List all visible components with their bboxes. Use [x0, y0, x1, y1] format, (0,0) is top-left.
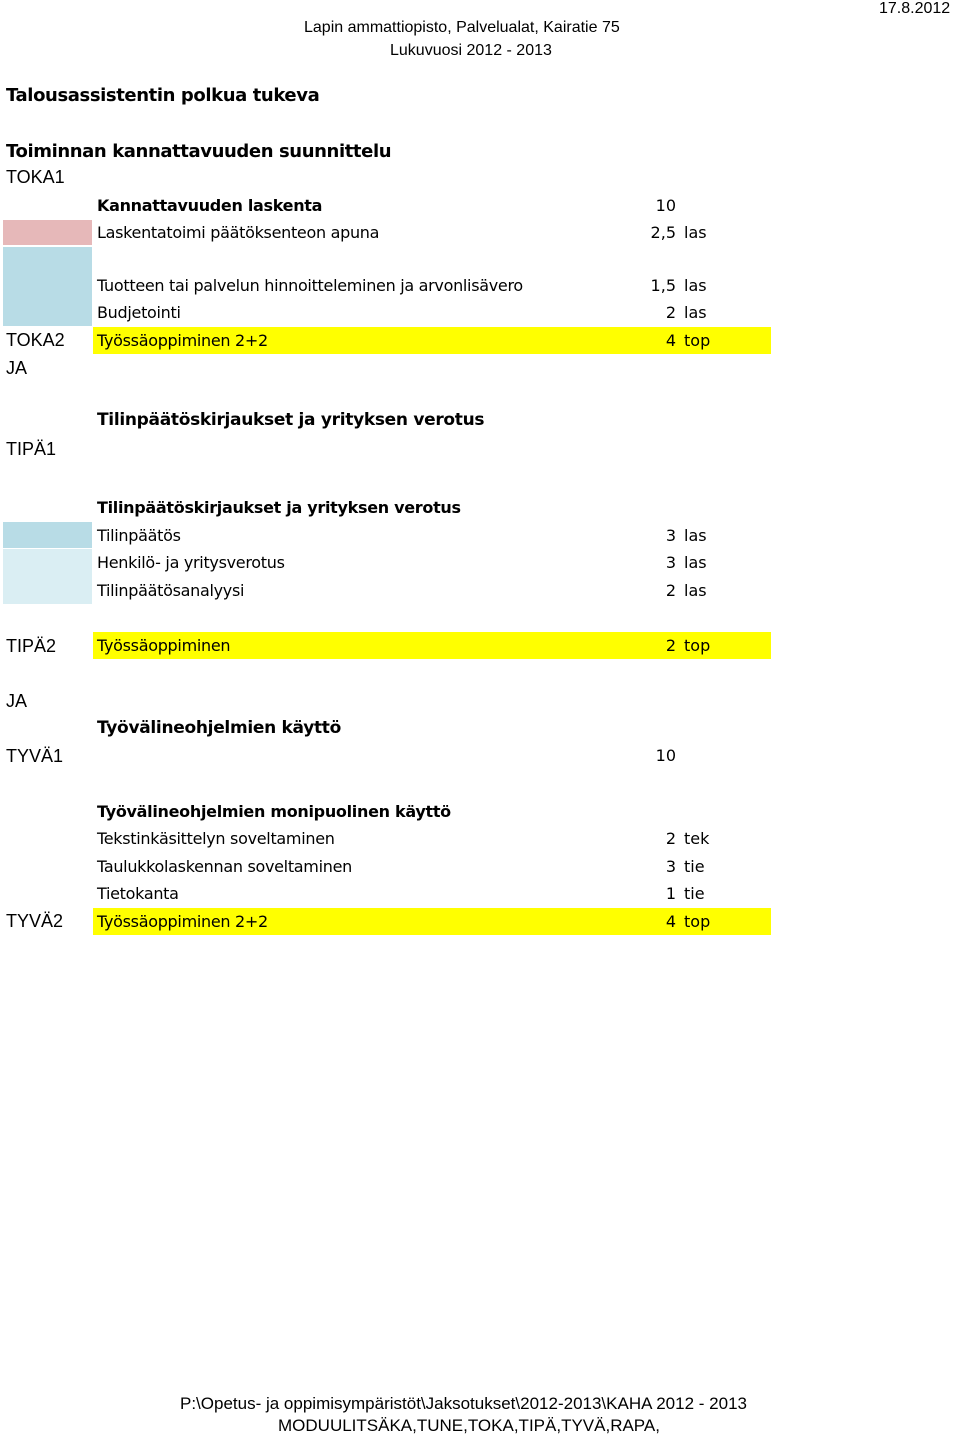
- block3-heading-value: 10: [655, 746, 676, 765]
- institution-header: Lapin ammattiopisto, Palvelualat, Kairatie 75: [304, 19, 620, 36]
- list-item-unit: las: [684, 526, 707, 545]
- list-item-value: 1,5: [650, 276, 676, 295]
- list-item-unit: las: [684, 276, 707, 295]
- block2-heading: Tilinpäätöskirjaukset ja yrityksen verotus: [97, 410, 485, 430]
- list-item-value: 4: [665, 912, 676, 931]
- code-tyva1: TYVÄ1: [6, 746, 64, 766]
- list-item-value: 2: [665, 636, 676, 655]
- blue-swatch: [3, 247, 92, 326]
- list-item-unit: las: [684, 223, 707, 242]
- list-item-label: Taulukkolaskennan soveltaminen: [97, 857, 352, 876]
- list-item-value: 3: [665, 526, 676, 545]
- list-item-label: Työssäoppiminen 2+2: [97, 912, 268, 931]
- code-tyva2: TYVÄ2: [6, 911, 64, 931]
- list-item-unit: top: [684, 331, 711, 350]
- code-toka2: TOKA2: [6, 330, 65, 350]
- list-item-value: 2: [665, 829, 676, 848]
- footer-modules: MODUULITSÄKA,TUNE,TOKA,TIPÄ,TYVÄ,RAPA,: [278, 1416, 660, 1435]
- code-ja-2: JA: [6, 691, 28, 711]
- code-toka1: TOKA1: [6, 167, 65, 187]
- block3-heading: Työvälineohjelmien käyttö: [97, 718, 342, 738]
- list-item-value: 2: [665, 303, 676, 322]
- list-item-label: Tilinpäätös: [97, 526, 181, 545]
- pink-swatch: [3, 220, 92, 245]
- list-item-unit: tie: [684, 857, 705, 876]
- block3-subheading: Työvälineohjelmien monipuolinen käyttö: [97, 802, 451, 821]
- list-item-value: 4: [665, 331, 676, 350]
- list-item-label: Tilinpäätösanalyysi: [97, 581, 245, 600]
- code-ja-1: JA: [6, 358, 28, 378]
- list-item-label: Budjetointi: [97, 303, 181, 322]
- block2-subheading: Tilinpäätöskirjaukset ja yrityksen verotus: [97, 498, 461, 517]
- code-tipa1: TIPÄ1: [6, 439, 57, 459]
- list-item-unit: tie: [684, 884, 705, 903]
- code-tipa2: TIPÄ2: [6, 636, 57, 656]
- list-item-unit: las: [684, 303, 707, 322]
- list-item-value: 3: [665, 553, 676, 572]
- academic-year: Lukuvuosi 2012 - 2013: [390, 42, 552, 59]
- list-item-unit: tek: [684, 829, 710, 848]
- list-item-value: 1: [665, 884, 676, 903]
- list-item-value: 2,5: [650, 223, 676, 242]
- list-item-value: 2: [665, 581, 676, 600]
- list-item-unit: top: [684, 912, 711, 931]
- list-item-label: Laskentatoimi päätöksenteon apuna: [97, 223, 380, 242]
- list-item-unit: top: [684, 636, 711, 655]
- block1-heading: Kannattavuuden laskenta: [97, 196, 323, 215]
- list-item-label: Tekstinkäsittelyn soveltaminen: [97, 829, 335, 848]
- list-item-label: Tietokanta: [97, 884, 179, 903]
- document-date: 17.8.2012: [879, 0, 951, 17]
- footer-path: P:\Opetus- ja oppimisympäristöt\Jaksotukset\2012-2013\KAHA 2012 - 2013: [180, 1394, 747, 1413]
- section-title: Toiminnan kannattavuuden suunnittelu: [6, 141, 392, 162]
- list-item-unit: las: [684, 553, 707, 572]
- document-title: Talousassistentin polkua tukeva: [6, 85, 320, 106]
- list-item-unit: las: [684, 581, 707, 600]
- list-item-label: Työssäoppiminen: [97, 636, 231, 655]
- light-blue-swatch: [3, 549, 92, 604]
- blue-swatch-2: [3, 522, 92, 548]
- block1-heading-value: 10: [655, 196, 676, 215]
- list-item-label: Henkilö- ja yritysverotus: [97, 553, 285, 572]
- list-item-label: Tuotteen tai palvelun hinnoitteleminen ja arvonlisävero: [97, 276, 523, 295]
- list-item-value: 3: [665, 857, 676, 876]
- list-item-label: Työssäoppiminen 2+2: [97, 331, 268, 350]
